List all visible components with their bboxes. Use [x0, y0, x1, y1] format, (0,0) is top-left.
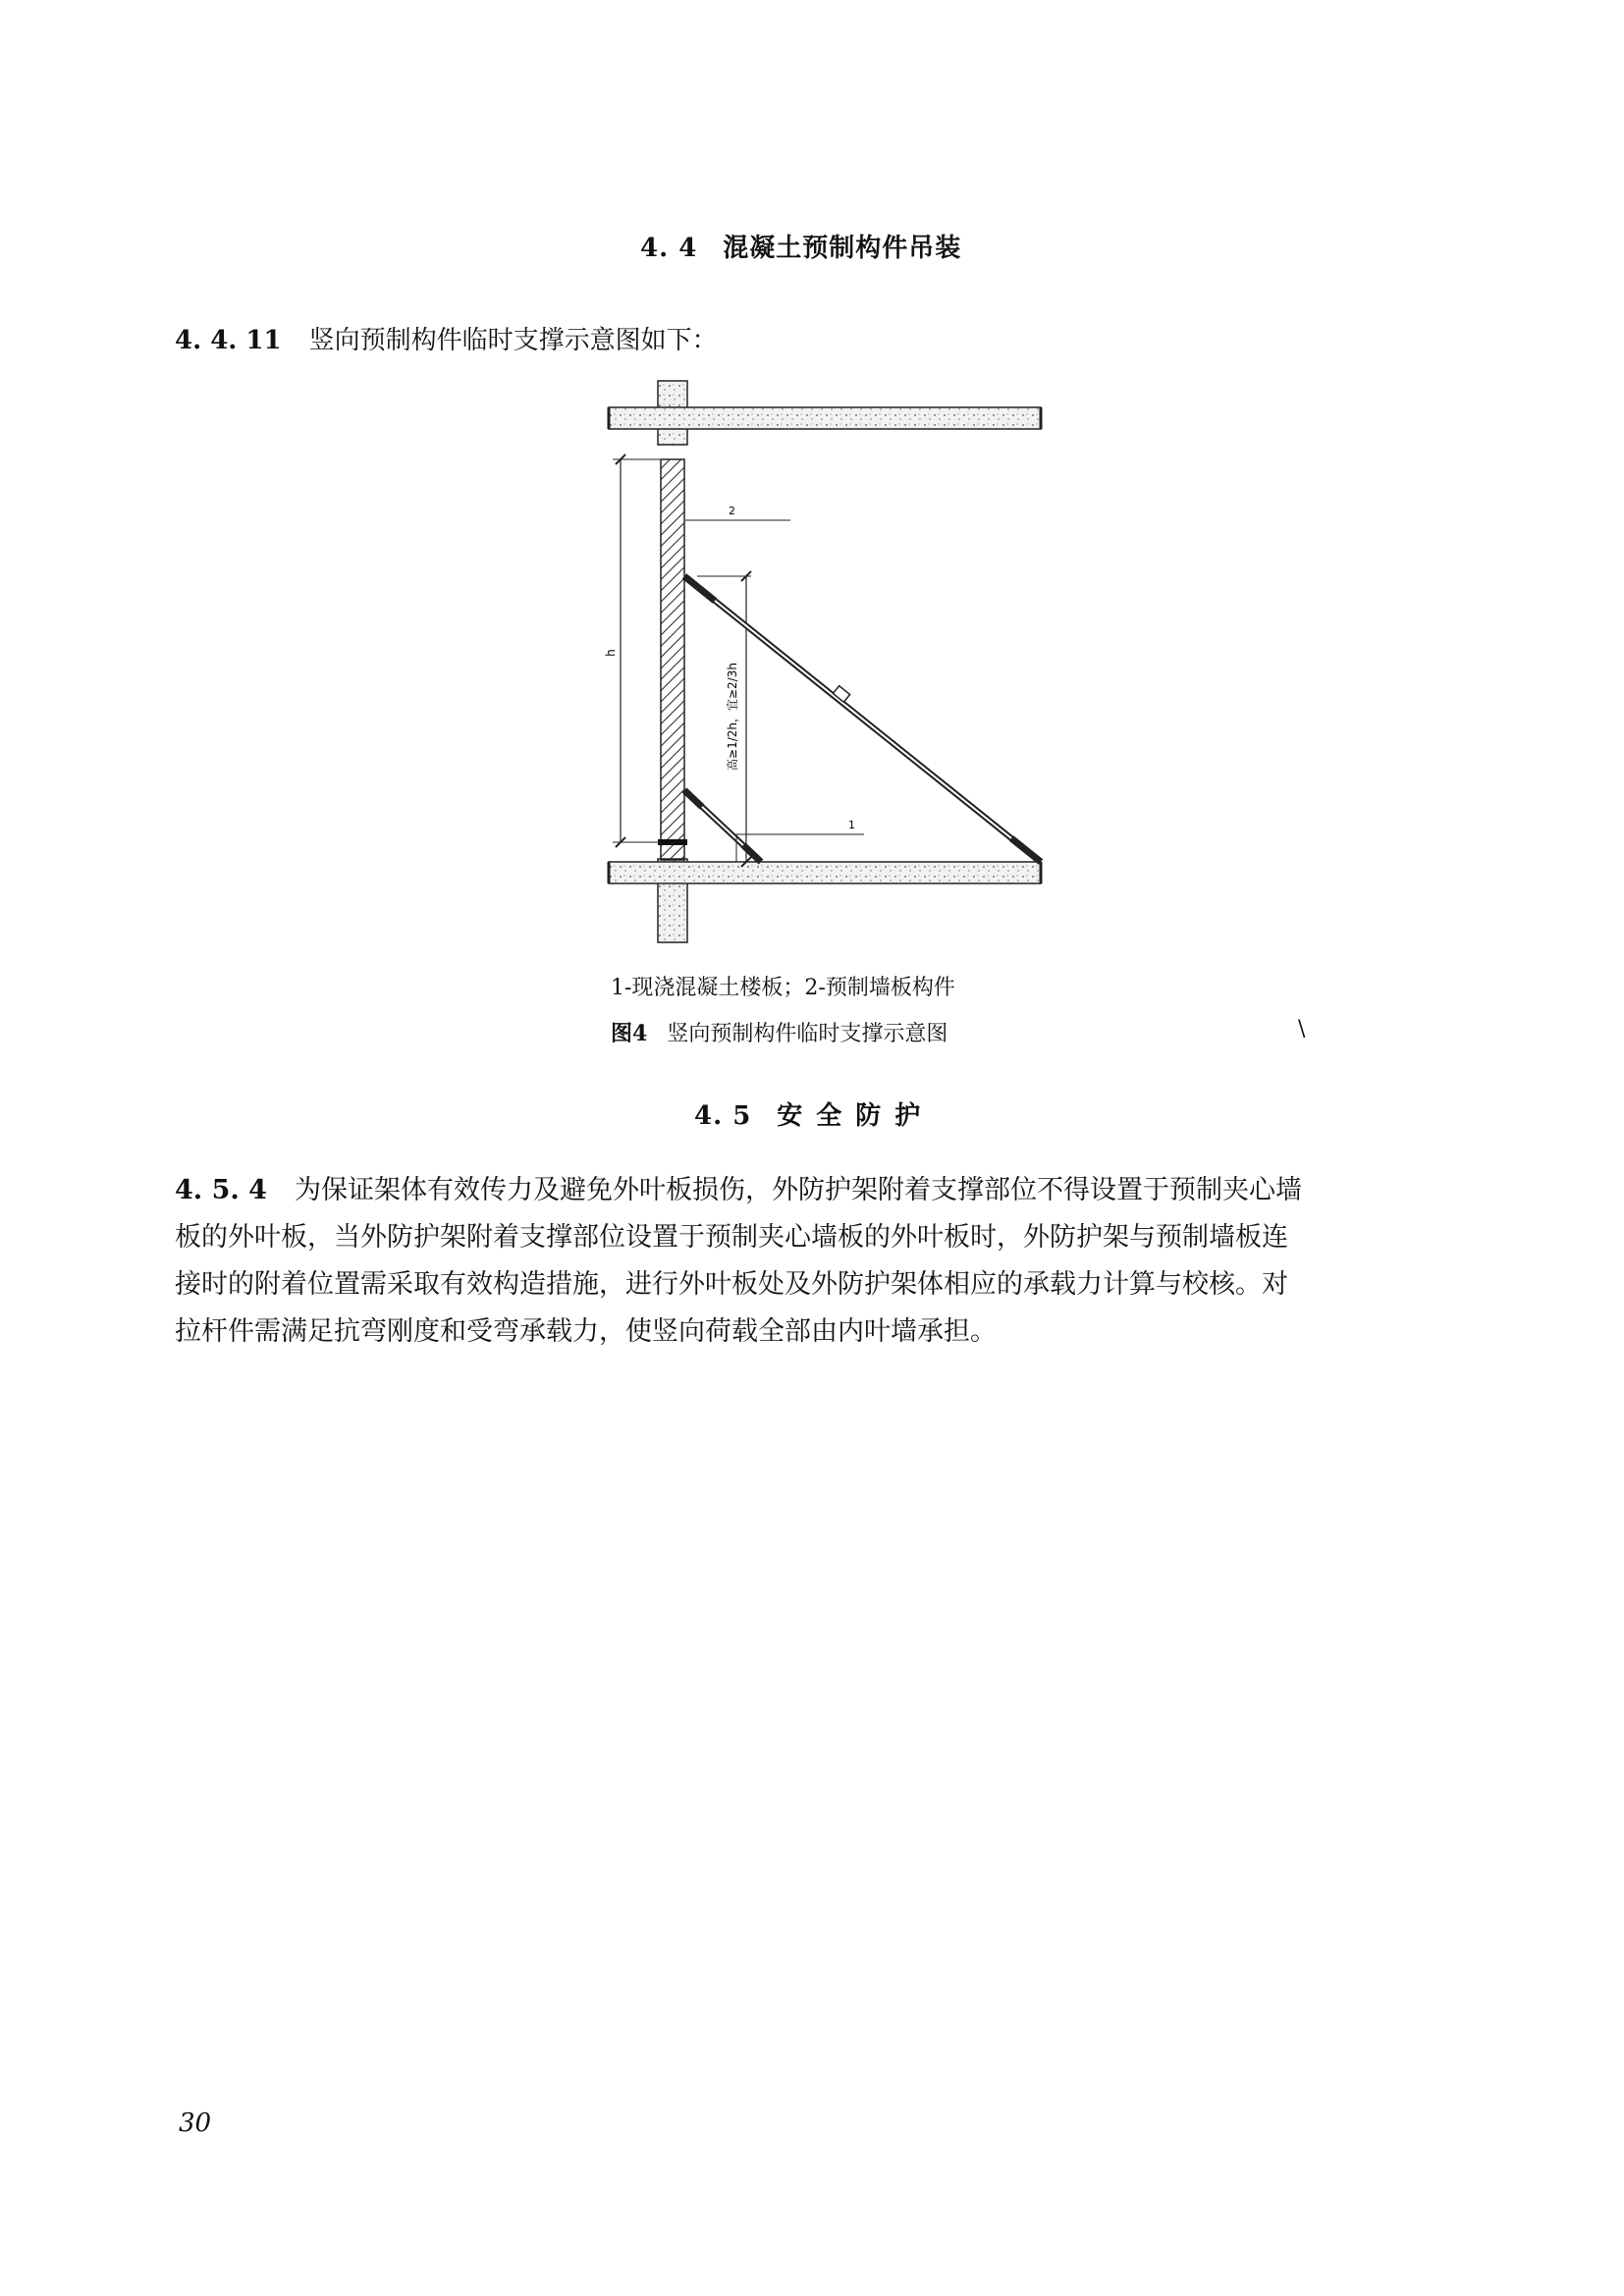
figure-legend-text: 1-现浇混凝土楼板；2-预制墙板构件 — [611, 976, 955, 1000]
figure-legend — [611, 971, 955, 1001]
section-heading-4-5 — [694, 1095, 934, 1132]
clause-line-text: 为保证架体有效传力及避免外叶板损伤，外防护架附着支撑部位不得设置于预制夹心墙 — [294, 1175, 1302, 1205]
top-slab — [609, 407, 1041, 429]
precast-wall-panel — [661, 459, 684, 860]
clause-line-2: 板的外叶板，当外防护架附着支撑部位设置于预制夹心墙板的外叶板时，外防护架与预制墙板连 — [175, 1222, 1288, 1253]
figure-caption — [611, 1017, 947, 1047]
dimension-support-label: 高≥1/2h，宜≥2/3h — [726, 663, 739, 771]
leader-1-label: 1 — [848, 819, 855, 831]
clause-number: 4. 4. 11 — [175, 326, 282, 355]
bottom-slab — [609, 862, 1041, 883]
clause-4-4-11 — [175, 320, 718, 356]
clause-text: 竖向预制构件临时支撑示意图如下： — [308, 326, 718, 355]
figure-title: 竖向预制构件临时支撑示意图 — [667, 1022, 948, 1046]
clause-4-5-4 — [175, 1167, 1451, 1356]
dimension-h-label: h — [604, 649, 618, 657]
section-title: 安全防护 — [777, 1101, 935, 1131]
panel-base-joint — [658, 839, 687, 845]
section-number: 4. 4 — [640, 234, 698, 263]
section-heading-4-4 — [640, 228, 961, 264]
clause-line-4: 拉杆件需满足抗弯刚度和受弯承载力，使竖向荷载全部由内叶墙承担。 — [175, 1316, 997, 1347]
clause-line-1 — [175, 1167, 1451, 1214]
support-diagram — [589, 373, 1051, 952]
stray-mark: \ — [1298, 1017, 1306, 1041]
section-number: 4. 5 — [694, 1101, 752, 1131]
leader-2-label: 2 — [729, 505, 735, 517]
clause-number: 4. 5. 4 — [175, 1175, 267, 1205]
clause-line-3: 接时的附着位置需采取有效构造措施，进行外叶板处及外防护架体相应的承载力计算与校核。对 — [175, 1269, 1288, 1300]
figure-number: 图4 — [611, 1021, 648, 1046]
page-number: 30 — [179, 2109, 212, 2138]
section-title: 混凝土预制构件吊装 — [723, 234, 962, 263]
